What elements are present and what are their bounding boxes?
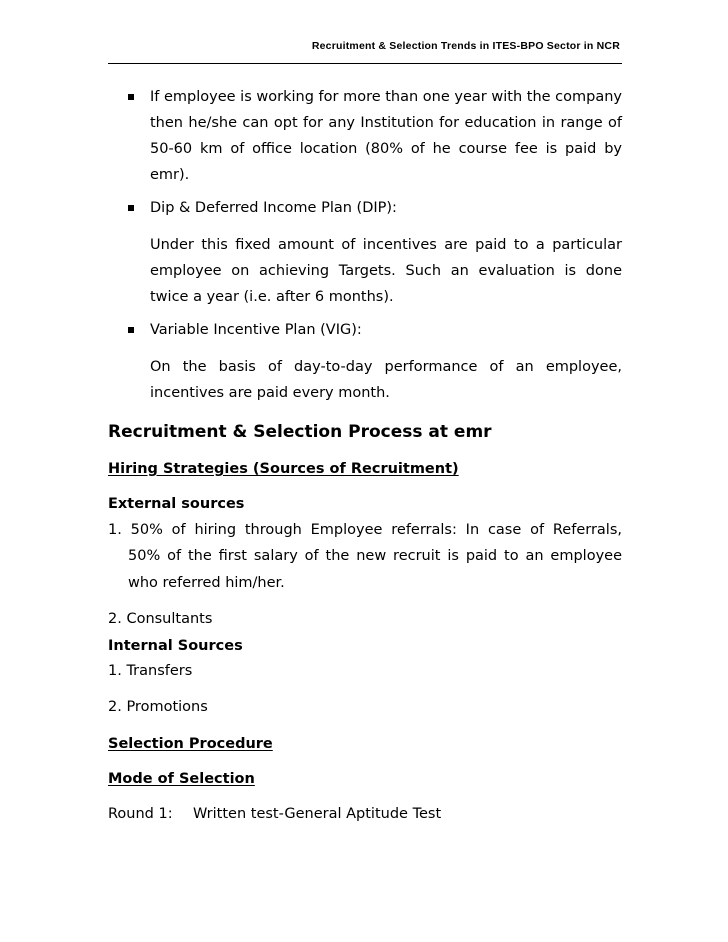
bullet-marker [128,205,134,211]
external-item-1-line-2: 50% of the first salary of the new recruit is paid to an employee [128,548,622,564]
bullet-2-line-1: Under this fixed amount of incentives are paid to a particular [150,237,622,253]
bullet-2-line-3: twice a year (i.e. after 6 months). [150,289,394,305]
internal-item-1: 1. Transfers [108,663,193,679]
bullet-1-line-4: emr). [150,167,190,183]
mode-of-selection-heading: Mode of Selection [108,771,255,787]
external-item-2: 2. Consultants [108,611,213,627]
bullet-1-line-1: If employee is working for more than one year with the company [150,89,622,105]
bullet-2-line-2: employee on achieving Targets. Such an evaluation is done [150,263,622,279]
bullet-1-line-2: then he/she can opt for any Institution for education in range of [150,115,622,131]
bullet-2-title: Dip & Deferred Income Plan (DIP): [150,200,397,216]
external-item-1-line-3: who referred him/her. [128,575,285,591]
running-header: Recruitment & Selection Trends in ITES-BPO Sector in NCR [311,40,620,52]
external-item-1-line-1: 1. 50% of hiring through Employee referrals: In case of Referrals, [108,522,622,538]
bullet-1-line-3: 50-60 km of office location (80% of he course fee is paid by [150,141,622,157]
bullet-marker [128,327,134,333]
section-heading: Recruitment & Selection Process at emr [108,422,492,442]
round-1-text: Written test-General Aptitude Test [193,806,442,822]
external-sources-heading: External sources [108,496,245,512]
internal-sources-heading: Internal Sources [108,638,243,654]
selection-procedure-heading: Selection Procedure [108,736,273,752]
bullet-marker [128,94,134,100]
bullet-3-title: Variable Incentive Plan (VIG): [150,322,362,338]
internal-item-2: 2. Promotions [108,699,208,715]
header-divider [108,63,622,64]
hiring-strategies-heading: Hiring Strategies (Sources of Recruitment) [108,461,459,477]
bullet-3-line-1: On the basis of day-to-day performance of an employee, [150,359,622,375]
bullet-3-line-2: incentives are paid every month. [150,385,390,401]
round-1-label: Round 1: [108,806,173,822]
